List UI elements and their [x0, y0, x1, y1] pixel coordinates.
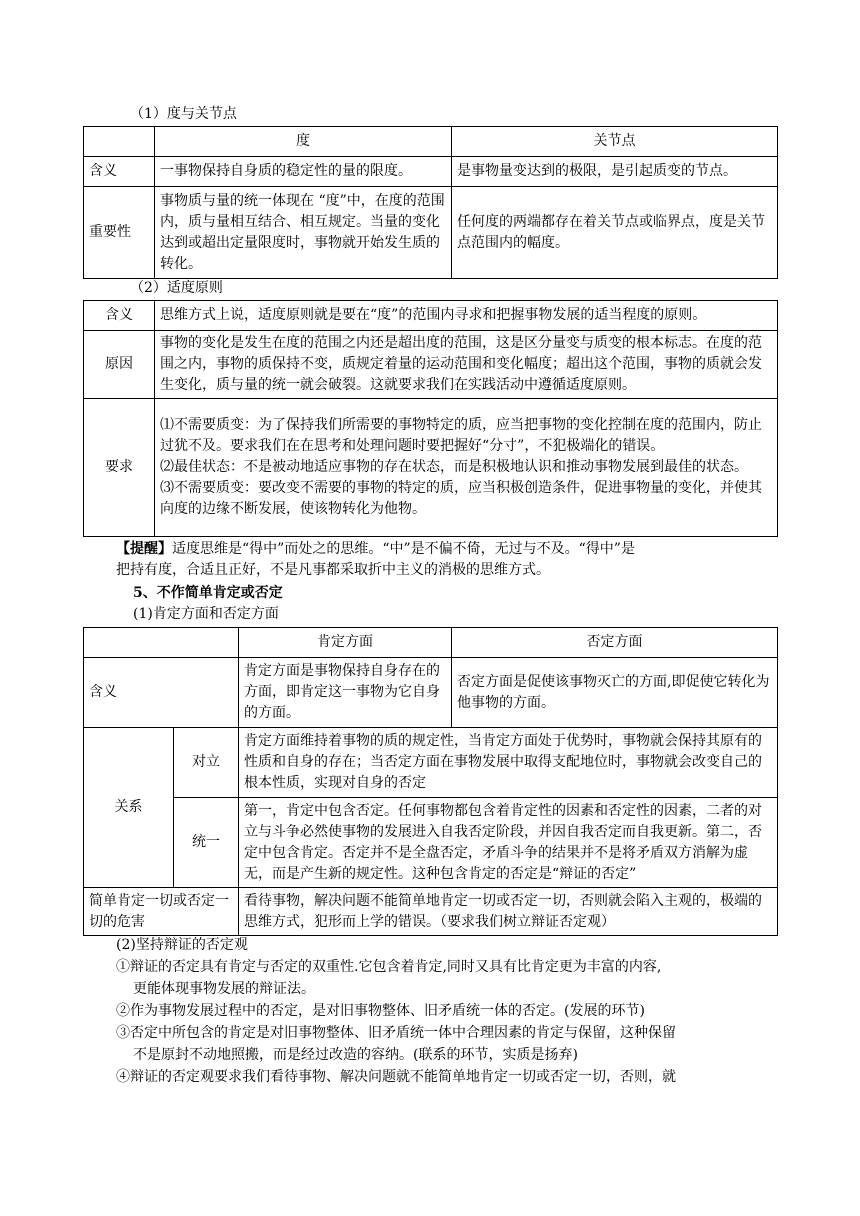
requirement-item: ⑴不需要质变：为了保持我们所需要的事物特定的质，应当把事物的变化控制在度的范围内，防止过犹不及。要求我们在在思考和处理问题时要把握好“分寸”，不犯极端化的错误。 [160, 417, 762, 454]
row-label-yaoqiu: 要求 [84, 399, 155, 537]
du-table [83, 126, 778, 279]
cell-tongyi-text: 第一，肯定中包含否定。任何事物都包含着肯定性的因素和否定性的因素，二者的对立与斗争必然使事物的发展进入自我否定阶段，并因自我否定而自我更新。第二，否定中包含肯定。否定并不是全盘否定，矛盾斗争的结果并不是将矛盾双方消解为虚无，而是产生新的规定性。这种包含肯定的否定是“辩证的否定” [239, 798, 778, 888]
cell-du-hanyi: 一事物保持自身质的稳定性的量的限度。 [155, 157, 452, 187]
row-label-danger: 简单肯定一切或否定一切的危害 [84, 888, 239, 936]
cell-yaoqiu-text [155, 399, 778, 537]
cell-fouding-hanyi: 否定方面是促使该事物灭亡的方面,即促使它转化为他事物的方面。 [452, 658, 778, 728]
point-line: ③否定中所包含的肯定是对旧事物整体、旧矛盾统一体中合理因素的肯定与保留，这种保留 [116, 1025, 676, 1041]
header-fouding: 否定方面 [452, 628, 778, 658]
cell-jie-zhongyaoxing: 任何度的两端都存在着关节点或临界点，度是关节点范围内的幅度。 [452, 187, 778, 279]
sub-label-tongyi: 统一 [174, 798, 239, 888]
shidu-table [83, 300, 778, 537]
cell-kending-hanyi: 肯定方面是事物保持自身存在的方面，即肯定这一事物为它自身的方面。 [239, 658, 452, 728]
point-line: 更能体现事物发展的辩证法。 [133, 981, 315, 997]
row-label-hanyi: 含义 [84, 301, 155, 331]
header-guanjiedian: 关节点 [452, 127, 778, 157]
cell-hanyi-text: 思维方式上说，适度原则就是要在“度”的范围内寻求和把握事物发展的适当程度的原则。 [155, 301, 778, 331]
kending-fouding-table [83, 627, 778, 936]
point-line: 不是原封不动地照搬，而是经过改造的容纳。(联系的环节，实质是扬弃) [133, 1047, 578, 1063]
section-heading-du: （1）度与关节点 [130, 106, 237, 122]
cell-yuanyin-text: 事物的变化是发生在度的范围之内还是超出度的范围，这是区分量变与质变的根本标志。在度的范围之内，事物的质保持不变，质规定着量的运动范围和变化幅度；超出这个范围，事物的质就会发生变化，质与量的统一就会破裂。这就要求我们在实践活动中遵循适度原则。 [155, 331, 778, 399]
sub-label-duili: 对立 [174, 728, 239, 798]
cell-danger-text: 看待事物，解决问题不能简单地肯定一切或否定一切，否则就会陷入主观的，极端的思维方式，犯形而上学的错误。（要求我们树立辩证否定观） [239, 888, 778, 936]
section-heading-shidu: （2）适度原则 [130, 280, 223, 296]
reminder-tag: 【提醒】 [116, 541, 172, 557]
header-kending: 肯定方面 [239, 628, 452, 658]
section-title-5: 5、不作简单肯定或否定 [133, 585, 283, 601]
subheading-1: (1)肯定方面和否定方面 [133, 606, 279, 622]
point-line: ④辩证的否定观要求我们看待事物、解决问题就不能简单地肯定一切或否定一切，否则，就 [116, 1069, 676, 1085]
subheading-2: (2)坚持辩证的否定观 [116, 937, 248, 953]
requirement-item: ⑶不需要质变：要改变不需要的事物的特定的质，应当积极创造条件，促进事物量的变化，并使其向度的边缘不断发展，使该物转化为他物。 [160, 480, 762, 517]
header-du: 度 [155, 127, 452, 157]
reminder-line-1: 【提醒】适度思维是“得中”而处之的思维。“中”是不偏不倚，无过与不及。“得中”是 [116, 541, 635, 557]
reminder-line-2: 把持有度，合适且正好，不是凡事都采取折中主义的消极的思维方式。 [116, 562, 550, 578]
row-label-guanxi: 关系 [84, 728, 174, 888]
row-label-yuanyin: 原因 [84, 331, 155, 399]
row-label-zhongyaoxing: 重要性 [84, 187, 155, 279]
point-line: ②作为事物发展过程中的否定，是对旧事物整体、旧矛盾统一体的否定。(发展的环节) [116, 1003, 645, 1019]
row-label-hanyi: 含义 [84, 658, 239, 728]
requirement-item: ⑵最佳状态：不是被动地适应事物的存在状态，而是积极地认识和推动事物发展到最佳的状态。 [160, 459, 748, 475]
empty-header-cell [84, 628, 239, 658]
row-label-hanyi: 含义 [84, 157, 155, 187]
cell-jie-hanyi: 是事物量变达到的极限，是引起质变的节点。 [452, 157, 778, 187]
cell-duili-text: 肯定方面维持着事物的质的规定性，当肯定方面处于优势时，事物就会保持其原有的性质和自身的存在；当否定方面在事物发展中取得支配地位时，事物就会改变自己的根本性质，实现对自身的否定 [239, 728, 778, 798]
cell-du-zhongyaoxing: 事物质与量的统一体现在 “度”中，在度的范围内，质与量相互结合、相互规定。当量的变化达到或超出定量限度时，事物就开始发生质的转化。 [155, 187, 452, 279]
point-line: ①辩证的否定具有肯定与否定的双重性.它包含着肯定,同时又具有比肯定更为丰富的内容, [116, 959, 662, 975]
empty-header-cell [84, 127, 155, 157]
